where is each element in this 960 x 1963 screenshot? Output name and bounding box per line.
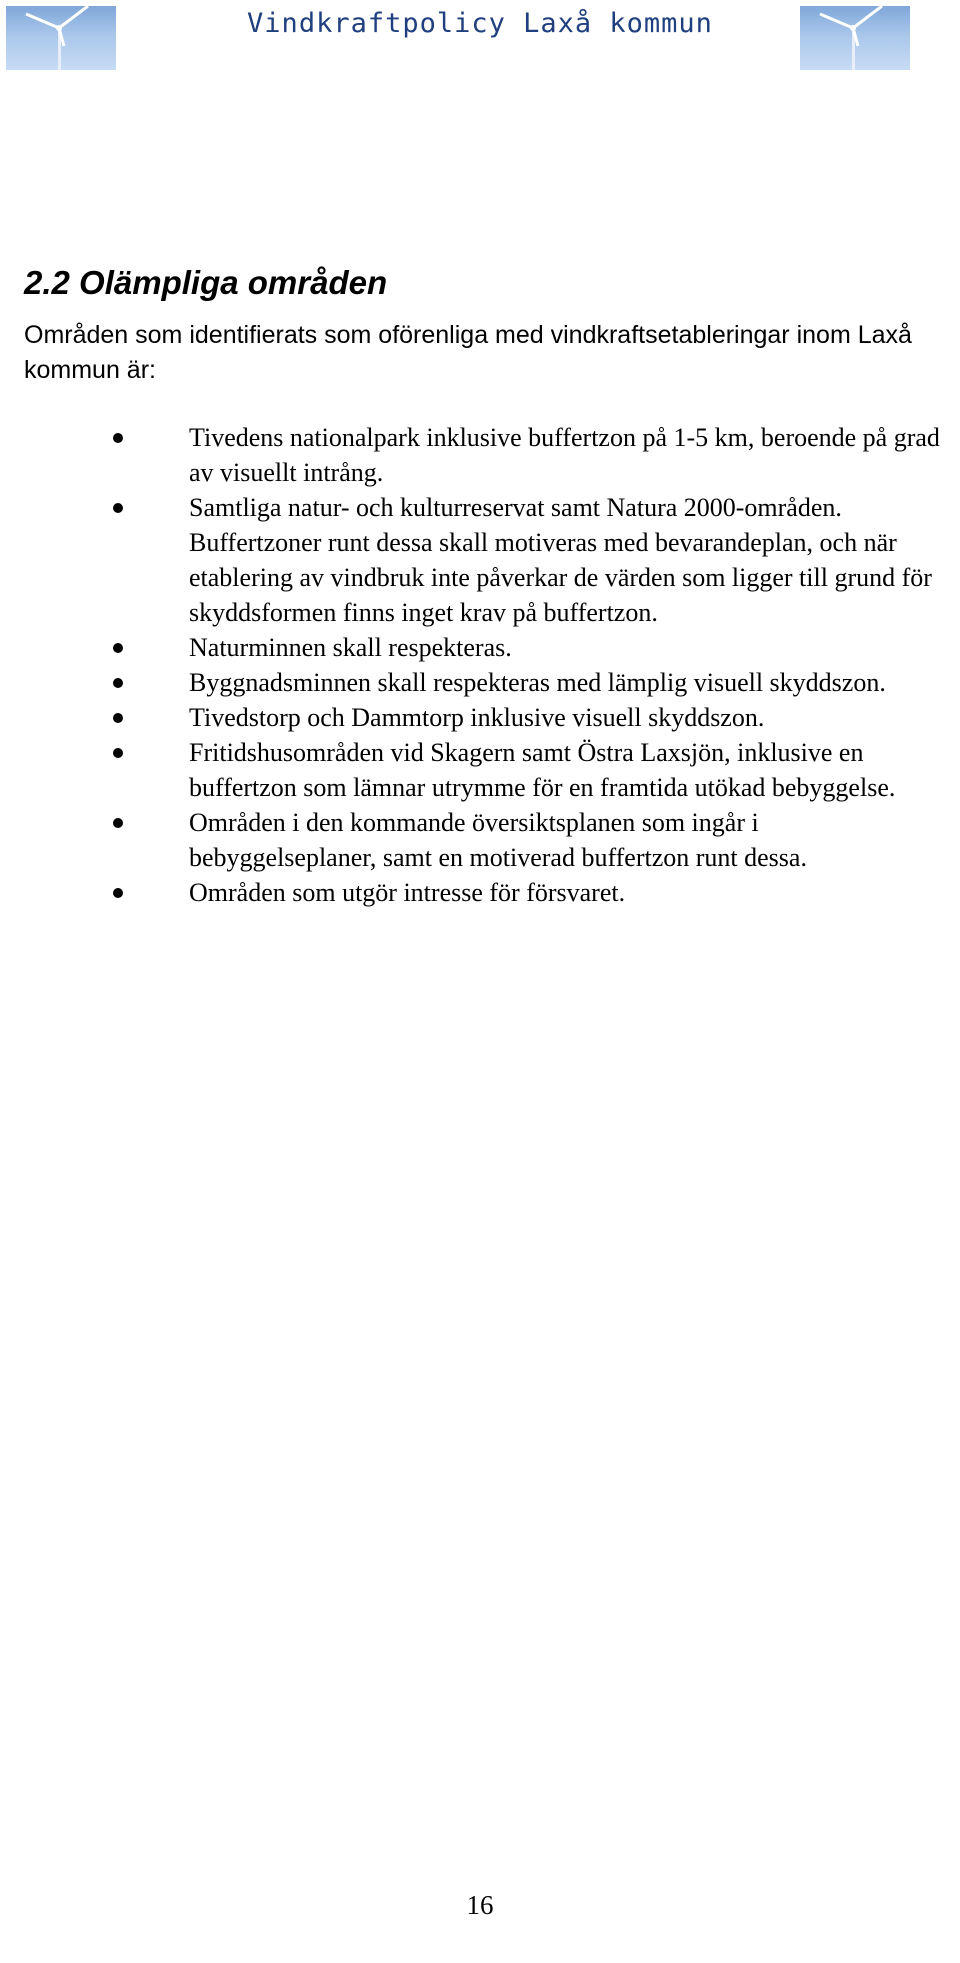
list-item-text: Tivedens nationalpark inklusive buffertzon på 1-5 km, beroende på grad av visuellt intrång. [189,423,940,487]
list-item-text: Områden i den kommande översiktsplanen som ingår i bebyggelseplaner, samt en motiverad buffertzon runt dessa. [189,808,807,872]
list-item [0,490,960,630]
list-item-text: Områden som utgör intresse för försvaret. [189,878,626,907]
unsuitable-areas-list [0,420,960,910]
section-heading: 2.2 Olämpliga områden [24,264,388,301]
bullet-icon [113,713,123,723]
page-number: 16 [466,1890,494,1920]
list-item-text: Byggnadsminnen skall respekteras med lämplig visuell skyddszon. [189,668,886,697]
list-item-text: Fritidshusområden vid Skagern samt Östra Laxsjön, inklusive en buffertzon som lämnar utrymme för en framtida utökad bebyggelse. [189,738,896,802]
header-title: Vindkraftpolicy Laxå kommun [247,8,713,39]
list-item [0,665,960,700]
bullet-icon [113,503,123,513]
bullet-icon [113,818,123,828]
list-item [0,805,960,875]
bullet-icon [113,888,123,898]
list-item-text: Samtliga natur- och kulturreservat samt Natura 2000-områden. Buffertzoner runt dessa skall motiveras med bevarandeplan, och när etablering av vindbruk inte påverkar de värden som ligger till grund för skyddsformen finns inget krav på buffertzon. [189,493,932,627]
bullet-icon [113,748,123,758]
list-item-text: Naturminnen skall respekteras. [189,633,512,662]
list-item [0,875,960,910]
wind-turbine-icon [800,6,910,70]
intro-paragraph: Områden som identifierats som oförenliga med vindkraftsetableringar inom Laxå kommun är: [24,321,912,384]
list-item-text: Tivedstorp och Dammtorp inklusive visuell skyddszon. [189,703,765,732]
bullet-icon [113,643,123,653]
list-item [0,735,960,805]
list-item [0,700,960,735]
list-item [0,420,960,490]
bullet-icon [113,433,123,443]
list-item [0,630,960,665]
bullet-icon [113,678,123,688]
